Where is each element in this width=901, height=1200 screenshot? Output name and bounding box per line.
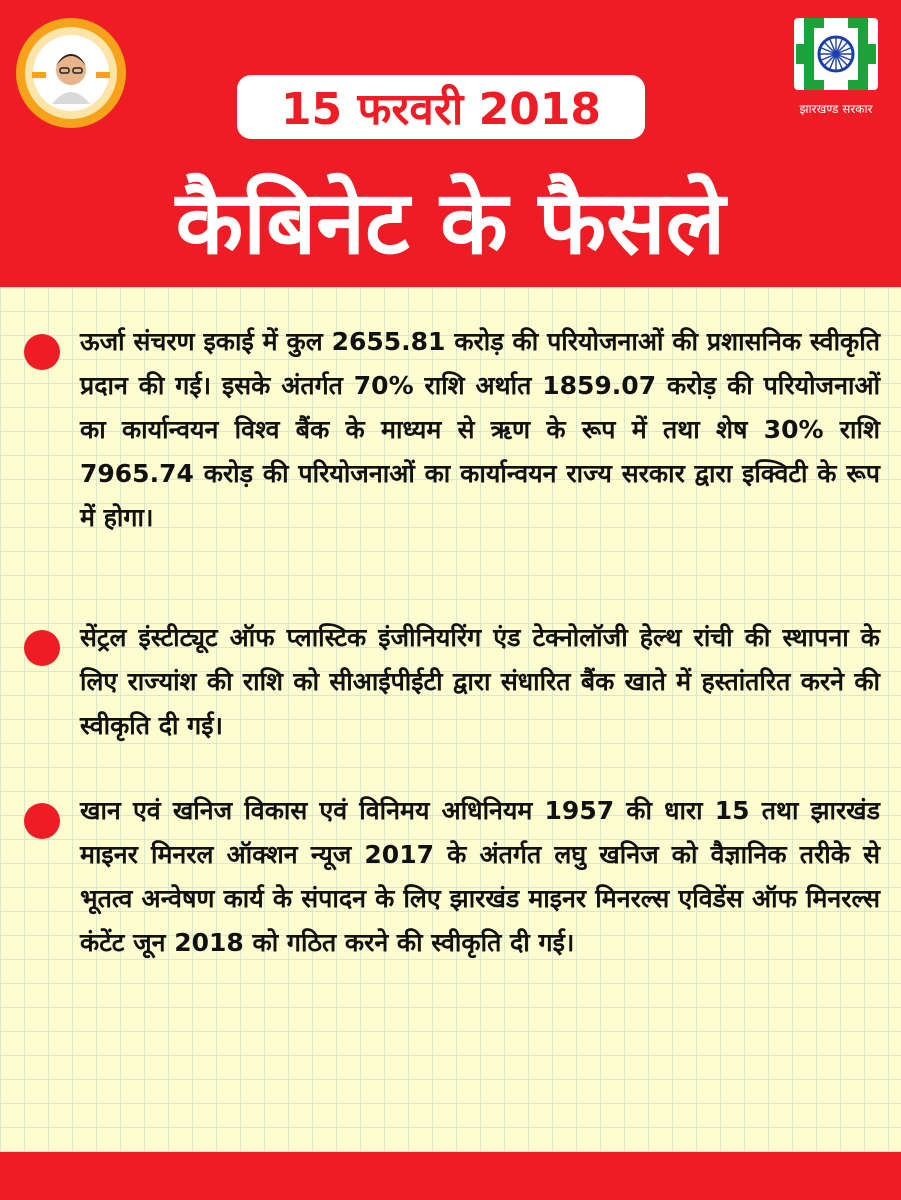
header-banner bbox=[0, 0, 901, 287]
date-text: 15 फरवरी 2018 bbox=[280, 84, 602, 135]
decisions-panel bbox=[0, 287, 901, 1152]
bullet-icon bbox=[24, 803, 60, 839]
decision-text: सेंट्रल इंस्टीट्यूट ऑफ प्लास्टिक इंजीनियरिंग एंड टेक्नोलॉजी हेल्थ रांची की स्थापना के लिए राज्यांश की राशि को सीआईपीईटी द्वारा संधारित बैंक खाते में हस्तांतरित करने की स्वीकृति दी गई। bbox=[80, 623, 880, 740]
bullet-icon bbox=[24, 630, 60, 666]
footer-bar bbox=[0, 1152, 901, 1200]
page-title: कैबिनेट के फैसले bbox=[175, 171, 726, 274]
bullet-icon bbox=[24, 334, 60, 370]
government-emblem bbox=[786, 14, 886, 124]
date-badge bbox=[237, 75, 645, 139]
decision-text: खान एवं खनिज विकास एवं विनिमय अधिनियम 1957 की धारा 15 तथा झारखंड माइनर मिनरल ऑक्शन न्यूज 2017 के अंतर्गत लघु खनिज को वैज्ञानिक तरीके से भूतत्व अन्वेषण कार्य के संपादन के लिए झारखंड माइनर मिनरल्स एविडेंस ऑफ मिनरल्स कंटेंट जून 2018 को गठित करने की स्वीकृति दी गई। bbox=[80, 796, 880, 957]
jharkhand-emblem-icon bbox=[786, 14, 886, 94]
decision-text: ऊर्जा संचरण इकाई में कुल 2655.81 करोड़ की परियोजनाओं की प्रशासनिक स्वीकृति प्रदान की गई। इसके अंतर्गत 70% राशि अर्थात 1859.07 करोड़ की परियोजनाओं का कार्यान्वयन विश्व बैंक के माध्यम से ऋण के रूप में तथा शेष 30% राशि 7965.74 करोड़ की परियोजनाओं का कार्यान्वयन राज्य सरकार द्वारा इक्विटी के रूप में होगा। bbox=[80, 327, 880, 532]
portrait-medallion-icon bbox=[14, 16, 128, 130]
emblem-caption: झारखण्ड सरकार bbox=[799, 102, 873, 116]
